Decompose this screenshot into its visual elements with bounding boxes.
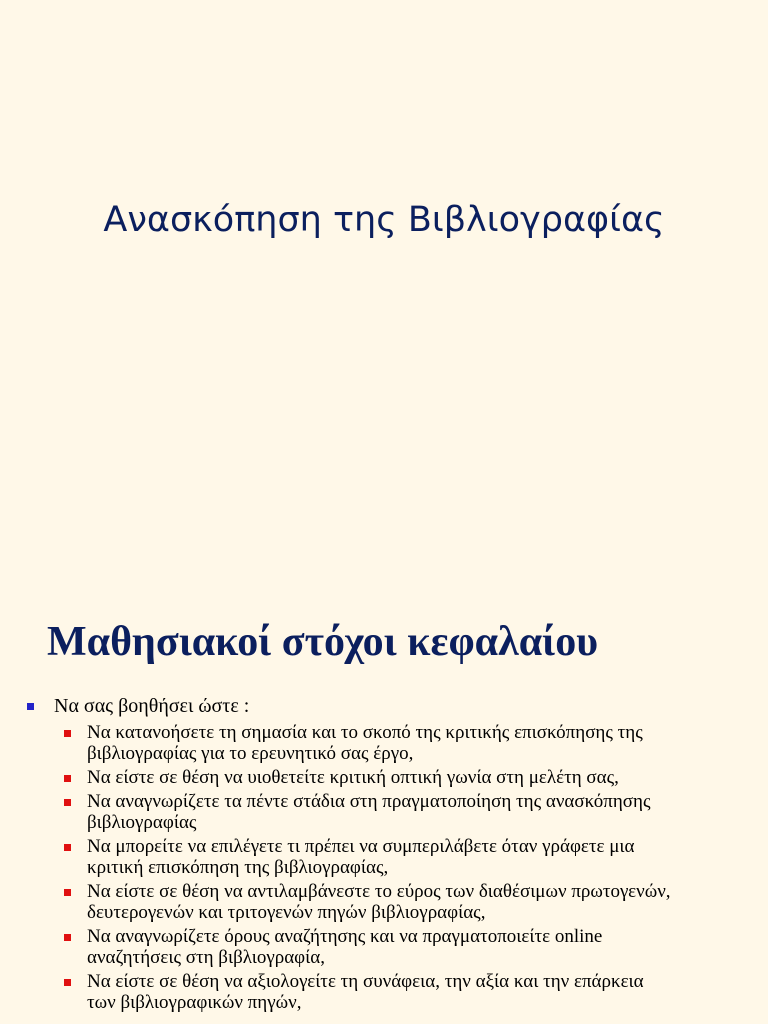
square-bullet-icon bbox=[64, 844, 71, 851]
list-item bbox=[62, 881, 752, 923]
square-bullet-icon bbox=[64, 934, 71, 941]
square-bullet-icon bbox=[64, 730, 71, 737]
item-text-line-1: Να κατανοήσετε τη σημασία και το σκοπό της κριτικής επισκόπησης της bbox=[87, 722, 643, 743]
square-bullet-icon bbox=[64, 979, 71, 986]
intro-text: Να σας βοηθήσει ώστε : bbox=[54, 695, 250, 717]
item-text-line-2: βιβλιογραφίας bbox=[87, 812, 197, 833]
slide-title: Ανασκόπηση της Βιβλιογραφίας bbox=[103, 200, 665, 240]
list-item bbox=[62, 791, 752, 833]
square-bullet-icon bbox=[64, 889, 71, 896]
item-text-line-1: Να είστε σε θέση να αντιλαμβάνεστε το εύρος των διαθέσιμων πρωτογενών, bbox=[87, 881, 671, 902]
item-text-line-2: των βιβλιογραφικών πηγών, bbox=[87, 992, 302, 1013]
item-text-line-1: Να είστε σε θέση να υιοθετείτε κριτική οπτική γωνία στη μελέτη σας, bbox=[87, 767, 619, 788]
list-item bbox=[62, 926, 752, 968]
square-bullet-icon bbox=[27, 703, 34, 710]
item-text-line-2: αναζητήσεις στη βιβλιογραφία, bbox=[87, 947, 325, 968]
item-text-line-1: Να αναγνωρίζετε τα πέντε στάδια στη πραγματοποίηση της ανασκόπησης bbox=[87, 791, 651, 812]
list-item bbox=[62, 836, 752, 878]
item-text-line-2: δευτερογενών και τριτογενών πηγών βιβλιογραφίας, bbox=[87, 902, 486, 923]
item-text-line-1: Να είστε σε θέση να αξιολογείτε τη συνάφεια, την αξία και την επάρκεια bbox=[87, 971, 644, 992]
objectives-list bbox=[62, 722, 752, 1016]
section-heading: Μαθησιακοί στόχοι κεφαλαίου bbox=[47, 619, 599, 665]
item-text-line-2: κριτική επισκόπηση της βιβλιογραφίας, bbox=[87, 857, 389, 878]
list-item bbox=[62, 767, 752, 788]
item-text-line-1: Να αναγνωρίζετε όρους αναζήτησης και να πραγματοποιείτε online bbox=[87, 926, 603, 947]
item-text-line-2: βιβλιογραφίας για το ερευνητικό σας έργο, bbox=[87, 743, 414, 764]
square-bullet-icon bbox=[64, 775, 71, 782]
list-item bbox=[62, 722, 752, 764]
list-item bbox=[62, 971, 752, 1013]
square-bullet-icon bbox=[64, 799, 71, 806]
item-text-line-1: Να μπορείτε να επιλέγετε τι πρέπει να συμπεριλάβετε όταν γράφετε μια bbox=[87, 836, 635, 857]
